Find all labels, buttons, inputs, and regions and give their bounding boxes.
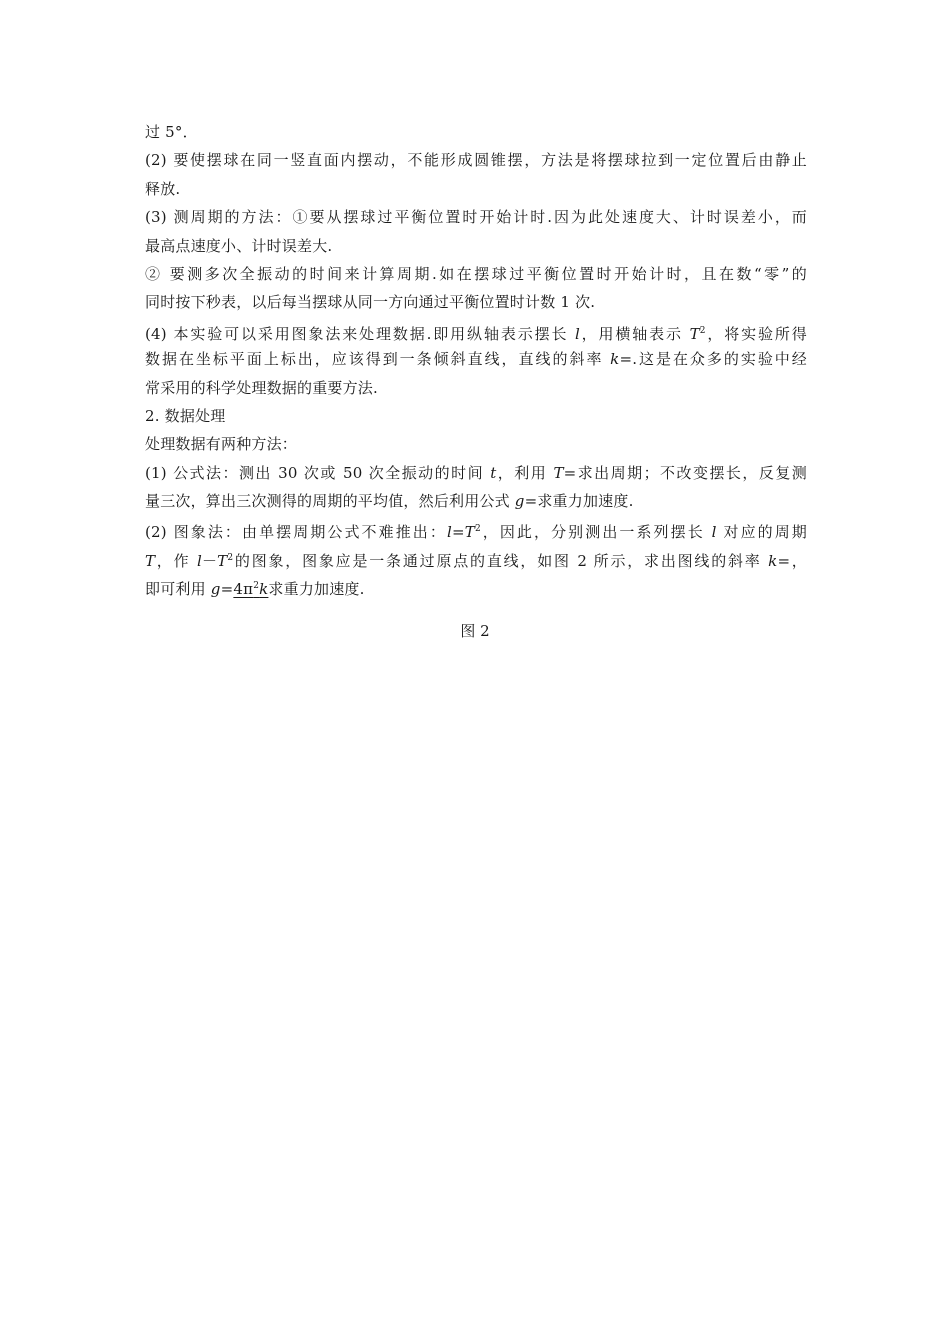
text-line: T，作 $l-T^2$的图象，图象应是一条通过原点的直线，如图 2 所示，求出图线的斜率 k=， — [145, 551, 807, 570]
figure-caption: 图 2 — [460, 622, 490, 640]
variable-l: l — [196, 551, 202, 570]
text-line: 量三次，算出三次测得的周期的平均值，然后利用公式 g=求重力加速度. — [145, 492, 634, 511]
variable-T: T — [217, 551, 228, 570]
text-line: (1) 公式法：测出 30 次或 50 次全振动的时间 t，利用 T=求出周期；不改变摆长，反复测 — [145, 463, 807, 482]
variable-T: T — [145, 551, 156, 570]
text-line: (4) 本实验可以采用图象法来处理数据.即用纵轴表示摆长 l，用横轴表示 $T^2$，将实验所得 — [145, 324, 808, 343]
variable-l: l — [574, 324, 580, 343]
text-line: (2) 要使摆球在同一竖直面内摆动，不能形成圆锥摆，方法是将摆球拉到一定位置后由静止 — [145, 151, 807, 170]
text-line: 释放. — [145, 179, 181, 198]
variable-l: l — [711, 523, 717, 542]
variable-T: T — [689, 324, 700, 343]
variable-k: k — [768, 551, 778, 570]
variable-g: g — [514, 492, 525, 511]
text-line: 过 5°． — [145, 123, 198, 141]
text-line: 同时按下秒表，以后每当摆球从同一方向通过平衡位置时计数 1 次. — [145, 293, 596, 312]
text-line: ② 要测多次全振动的时间来计算周期.如在摆球过平衡位置时开始计时，且在数“零”的 — [145, 264, 807, 283]
section-heading: 2. 数据处理 — [145, 406, 226, 425]
underlined-formula: $4\pi^2k$ — [233, 580, 269, 599]
variable-l: l — [446, 523, 452, 542]
text-line: 常采用的科学处理数据的重要方法. — [145, 378, 378, 397]
document-body — [145, 118, 807, 601]
variable-t: t — [490, 463, 497, 482]
variable-g: g — [210, 580, 221, 599]
text-line: 最高点速度小、计时误差大. — [145, 236, 333, 255]
text-line: (3) 测周期的方法：①要从摆球过平衡位置时开始计时.因为此处速度大、计时误差小，而 — [145, 208, 807, 227]
text-line: 即可利用 $g=4\pi^2k$求重力加速度. — [145, 580, 365, 599]
variable-T: T — [464, 523, 475, 542]
text-line: 数据在坐标平面上标出，应该得到一条倾斜直线，直线的斜率 k=.这是在众多的实验中经 — [145, 350, 807, 369]
text-line: (2) 图象法：由单摆周期公式不难推出：$l=T^2$，因此，分别测出一系列摆长 l 对应的周期 — [145, 523, 807, 542]
variable-T: T — [553, 463, 564, 482]
variable-k: k — [610, 350, 620, 369]
text-line: 处理数据有两种方法： — [145, 435, 298, 454]
